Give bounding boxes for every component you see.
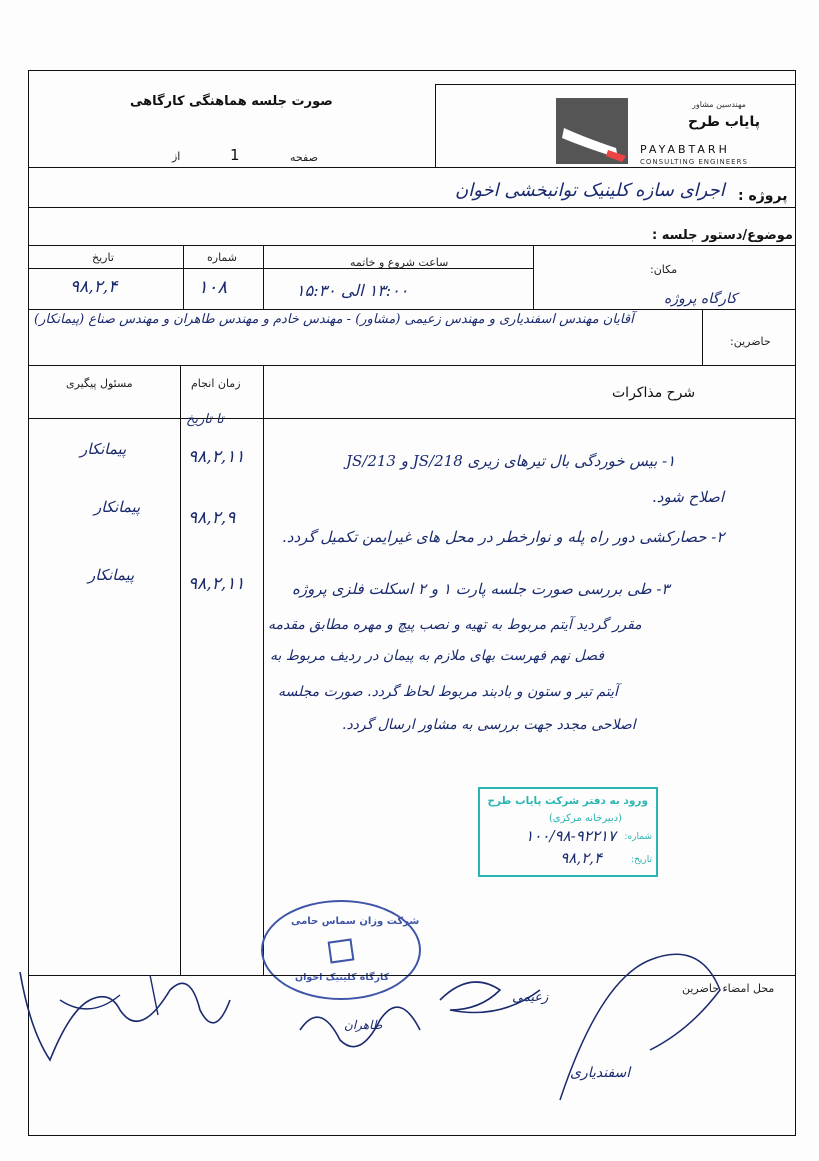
project-label: پروژه :	[738, 188, 788, 204]
logo-mark-icon	[556, 98, 628, 164]
signatures-label: محل امضاء حاضرین	[682, 982, 775, 995]
logo-subtitle-en: CONSULTING ENGINEERS	[640, 158, 748, 166]
divider	[28, 245, 796, 246]
divider	[28, 975, 796, 976]
logo-name-en: PAYABTARH	[640, 143, 730, 156]
page-title: صورت جلسه هماهنگی کارگاهی	[130, 94, 333, 109]
page-number: 1	[230, 146, 240, 164]
divider	[28, 167, 796, 168]
agenda-label: موضوع/دستور جلسه :	[652, 228, 793, 243]
attendees-label: حاضرین:	[730, 335, 771, 348]
number-label: شماره	[207, 251, 238, 264]
row-3-responsible: پیمانکار	[88, 566, 135, 584]
divider	[28, 309, 796, 310]
receipt-stamp-title: ورود به دفتر شرکت پایاب طرح	[487, 795, 648, 807]
divider	[28, 418, 796, 419]
divider	[435, 84, 796, 85]
company-stamp-line2: کارگاه کلینیک اخوان	[295, 972, 390, 983]
receipt-number-value: ۱۰۰/۹۸-۹۲۲۱۷	[525, 827, 616, 845]
col-responsible: مسئول پیگیری	[66, 377, 133, 390]
time-label: ساعت شروع و خاتمه	[350, 256, 449, 269]
place-value: کارگاه پروژه	[664, 291, 737, 307]
of-label: از	[172, 150, 181, 163]
page-label: صفحه	[290, 151, 318, 164]
number-value: ۱۰۸	[198, 277, 228, 298]
row-3-deadline: ۹۸,۲,۱۱	[188, 574, 245, 594]
signature-name-1: زعیمی	[512, 990, 549, 1005]
signature-name-2: اسفندیاری	[570, 1065, 631, 1081]
company-stamp	[261, 900, 421, 1000]
logo-top-line: مهندسین مشاور	[692, 100, 746, 109]
divider	[28, 268, 533, 269]
row-3-line-5: اصلاحی مجدد جهت بررسی به مشاور ارسال گردد.	[342, 717, 636, 733]
divider	[28, 365, 796, 366]
divider	[180, 365, 181, 975]
row-3-line-3: فصل نهم فهرست بهای ملازم به پیمان در ردیف مربوط به	[270, 648, 605, 664]
company-stamp-line1: شرکت وزان سماس حامی	[291, 916, 420, 927]
company-stamp-emblem-icon	[328, 938, 355, 963]
date-value: ۹۸,۲,۴	[70, 277, 118, 297]
divider	[28, 207, 796, 208]
row-1-line-2: اصلاح شود.	[652, 488, 725, 506]
divider	[435, 84, 436, 167]
row-2-deadline: ۹۸,۲,۹	[188, 508, 236, 528]
col-deadline: زمان انجام	[191, 377, 241, 390]
divider	[263, 245, 264, 309]
row-3-line-2: مقرر گردید آیتم مربوط به تهیه و نصب پیچ و مهره مطابق مقدمه	[268, 617, 642, 633]
signature-name-3: طاهران	[344, 1018, 383, 1032]
divider	[263, 365, 264, 975]
receipt-number-label: شماره:	[624, 832, 652, 842]
receipt-stamp	[478, 787, 658, 877]
receipt-date-label: تاریخ:	[631, 855, 652, 865]
place-label: مکان:	[650, 263, 678, 276]
divider	[533, 245, 534, 309]
receipt-date-value: ۹۸,۲,۴	[560, 849, 602, 867]
logo-name-fa: پایاب طرح	[688, 114, 760, 130]
time-value: ۱۳:۰۰ الی ۱۵:۳۰	[296, 281, 409, 300]
deadline-header-hand: تا تاریخ	[186, 412, 224, 427]
attendees-value: آقایان مهندس اسفندیاری و مهندس زعیمی (مشاور) - مهندس خادم و مهندس طاهران و مهندس صناع (پیمانکار)	[34, 312, 634, 327]
row-2-responsible: پیمانکار	[94, 498, 141, 516]
row-3-line-1: ۳- طی بررسی صورت جلسه پارت ۱ و ۲ اسکلت فلزی پروژه	[292, 580, 670, 598]
row-1-deadline: ۹۸,۲,۱۱	[188, 447, 245, 467]
date-label: تاریخ	[92, 251, 114, 264]
col-description: شرح مذاکرات	[612, 385, 696, 401]
project-value: اجرای سازه کلینیک توانبخشی اخوان	[455, 180, 725, 201]
row-1-line-1: ۱- بیس خوردگی بال تیرهای زیری JS/218 و JS/213	[346, 452, 676, 470]
receipt-stamp-subtitle: (دبیرخانه مرکزی)	[548, 813, 622, 824]
divider	[702, 309, 703, 365]
row-3-line-4: آیتم تیر و ستون و بادبند مربوط لحاظ گردد. صورت مجلسه	[278, 684, 618, 700]
divider	[183, 245, 184, 309]
row-1-responsible: پیمانکار	[80, 440, 127, 458]
row-2-line-1: ۲- حصارکشی دور راه پله و نوارخطر در محل های غیرایمن تکمیل گردد.	[282, 528, 725, 546]
